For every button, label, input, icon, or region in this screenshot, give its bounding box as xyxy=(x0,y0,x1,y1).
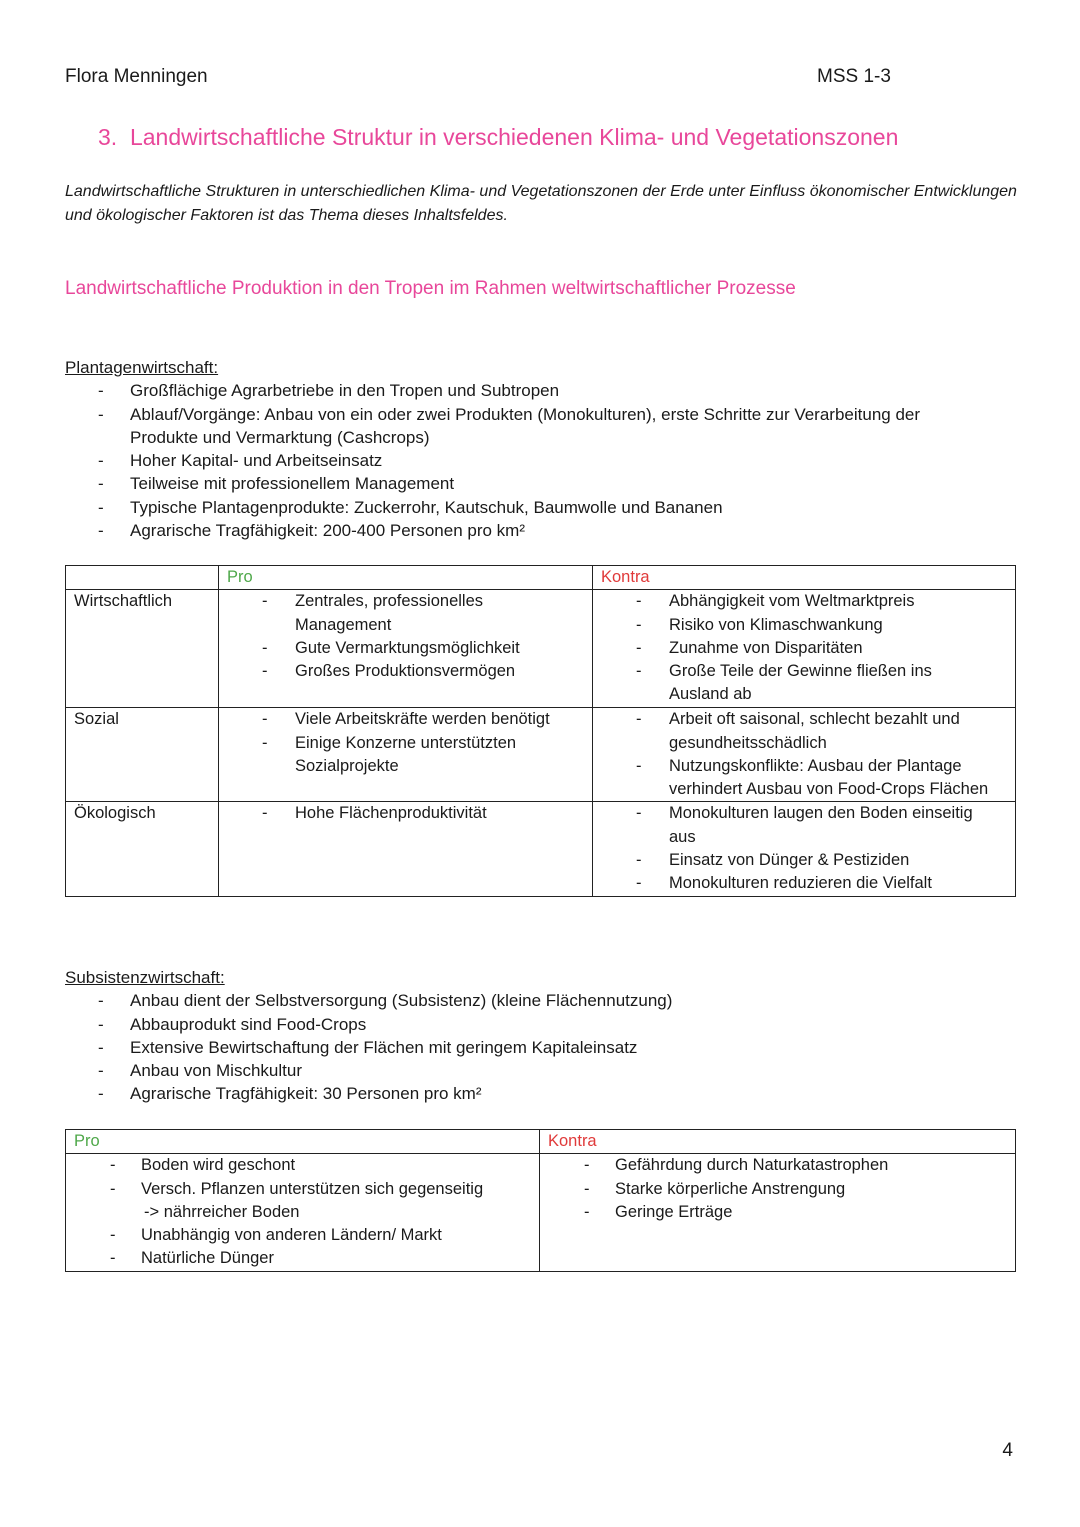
intro-paragraph: Landwirtschaftliche Strukturen in unterschiedlichen Klima- und Vegetationszonen der Erde unter Einfluss ökonomischer Entwicklungen und ökologischer Faktoren ist das Thema dieses Inhaltsfeldes. xyxy=(65,183,1017,224)
list-item: - Risiko von Klimaschwankung xyxy=(601,614,967,637)
chapter-number: 3. xyxy=(98,124,118,150)
list-item: - Gefährdung durch Naturkatastrophen xyxy=(548,1154,1007,1177)
pro-cell xyxy=(219,802,593,896)
list-item: - Anbau dient der Selbstversorgung (Subsistenz) (kleine Flächennutzung) xyxy=(65,989,965,1012)
subsistence-bullet-list xyxy=(65,989,965,1105)
list-item: - Versch. Pflanzen unterstützen sich gegenseitig xyxy=(74,1178,531,1201)
contra-cell xyxy=(593,590,1016,708)
list-item: - Viele Arbeitskräfte werden benötigt xyxy=(227,708,554,731)
pro-cell xyxy=(66,1154,540,1271)
list-item: - Zentrales, professionelles Management xyxy=(227,590,554,637)
pro-cell xyxy=(219,708,593,802)
list-item: - Starke körperliche Anstrengung xyxy=(548,1178,1007,1201)
row-label: Wirtschaftlich xyxy=(66,590,219,708)
section-subheading: Landwirtschaftliche Produktion in den Tropen im Rahmen weltwirtschaftlicher Prozesse xyxy=(65,278,796,299)
contra-cell xyxy=(593,802,1016,896)
list-item: - Natürliche Dünger xyxy=(74,1247,531,1270)
plantation-pro-contra-table xyxy=(65,565,1016,897)
list-item: - Agrarische Tragfähigkeit: 200-400 Personen pro km² xyxy=(65,519,965,542)
list-item: - Abhängigkeit vom Weltmarktpreis xyxy=(601,590,967,613)
contra-cell xyxy=(540,1154,1016,1271)
pro-cell xyxy=(219,590,593,708)
list-item: - Einige Konzerne unterstützten Sozialprojekte xyxy=(227,732,554,779)
plantation-section xyxy=(65,356,965,542)
pro-header: Pro xyxy=(66,1130,540,1154)
list-item: - Boden wird geschont xyxy=(74,1154,531,1177)
list-item: - Hohe Flächenproduktivität xyxy=(227,802,584,825)
list-item: - Teilweise mit professionellem Management xyxy=(65,472,965,495)
list-item: - Anbau von Mischkultur xyxy=(65,1059,965,1082)
list-item: - Typische Plantagenprodukte: Zuckerrohr, Kautschuk, Baumwolle und Bananen xyxy=(65,496,965,519)
list-item: - Unabhängig von anderen Ländern/ Markt xyxy=(74,1224,531,1247)
list-item: - Große Teile der Gewinne fließen ins Ausland ab xyxy=(601,660,967,707)
list-item: - Monokulturen reduzieren die Vielfalt xyxy=(601,872,997,895)
plantation-bullet-list xyxy=(65,379,965,542)
table-row xyxy=(66,802,1016,896)
list-item: - Gute Vermarktungsmöglichkeit xyxy=(227,637,554,660)
list-item: - Zunahme von Disparitäten xyxy=(601,637,967,660)
list-item: - Extensive Bewirtschaftung der Flächen mit geringem Kapitaleinsatz xyxy=(65,1036,965,1059)
chapter-heading xyxy=(98,124,898,151)
table-row xyxy=(66,590,1016,708)
list-item: - Großes Produktionsvermögen xyxy=(227,660,554,683)
list-item: - Nutzungskonflikte: Ausbau der Plantage verhindert Ausbau von Food-Crops Flächen xyxy=(601,755,1007,802)
list-item: - Hoher Kapital- und Arbeitseinsatz xyxy=(65,449,965,472)
row-label: Sozial xyxy=(66,708,219,802)
list-item: - Abbauprodukt sind Food-Crops xyxy=(65,1013,965,1036)
subsistence-section xyxy=(65,966,965,1106)
list-item: - Arbeit oft saisonal, schlecht bezahlt und gesundheitsschädlich xyxy=(601,708,1007,755)
list-item: - Agrarische Tragfähigkeit: 30 Personen pro km² xyxy=(65,1082,965,1105)
list-item: - Einsatz von Dünger & Pestiziden xyxy=(601,849,997,872)
course-label: MSS 1-3 xyxy=(817,66,891,87)
contra-header: Kontra xyxy=(593,566,1016,590)
row-label: Ökologisch xyxy=(66,802,219,896)
plantation-title: Plantagenwirtschaft: xyxy=(65,358,219,377)
author-name: Flora Menningen xyxy=(65,66,208,87)
table-row xyxy=(66,566,1016,590)
list-item: - Monokulturen laugen den Boden einseitig aus xyxy=(601,802,997,849)
subsistence-pro-contra-table xyxy=(65,1129,1016,1272)
contra-header: Kontra xyxy=(540,1130,1016,1154)
page-number: 4 xyxy=(1002,1440,1013,1461)
table-corner-cell xyxy=(66,566,219,590)
contra-cell xyxy=(593,708,1016,802)
list-item: - Ablauf/Vorgänge: Anbau von ein oder zwei Produkten (Monokulturen), erste Schritte zur Verarbeitung der Produkte und Vermarktung (Cashcrops) xyxy=(65,403,965,450)
pro-header: Pro xyxy=(219,566,593,590)
table-row xyxy=(66,708,1016,802)
list-item: - Geringe Erträge xyxy=(548,1201,1007,1224)
subsistence-title: Subsistenzwirtschaft: xyxy=(65,968,225,987)
list-item: - Großflächige Agrarbetriebe in den Tropen und Subtropen xyxy=(65,379,965,402)
chapter-title: Landwirtschaftliche Struktur in verschiedenen Klima- und Vegetationszonen xyxy=(129,124,899,150)
table-row xyxy=(66,1154,1016,1271)
list-item: -> nährreicher Boden xyxy=(144,1202,300,1221)
table-row xyxy=(66,1130,1016,1154)
